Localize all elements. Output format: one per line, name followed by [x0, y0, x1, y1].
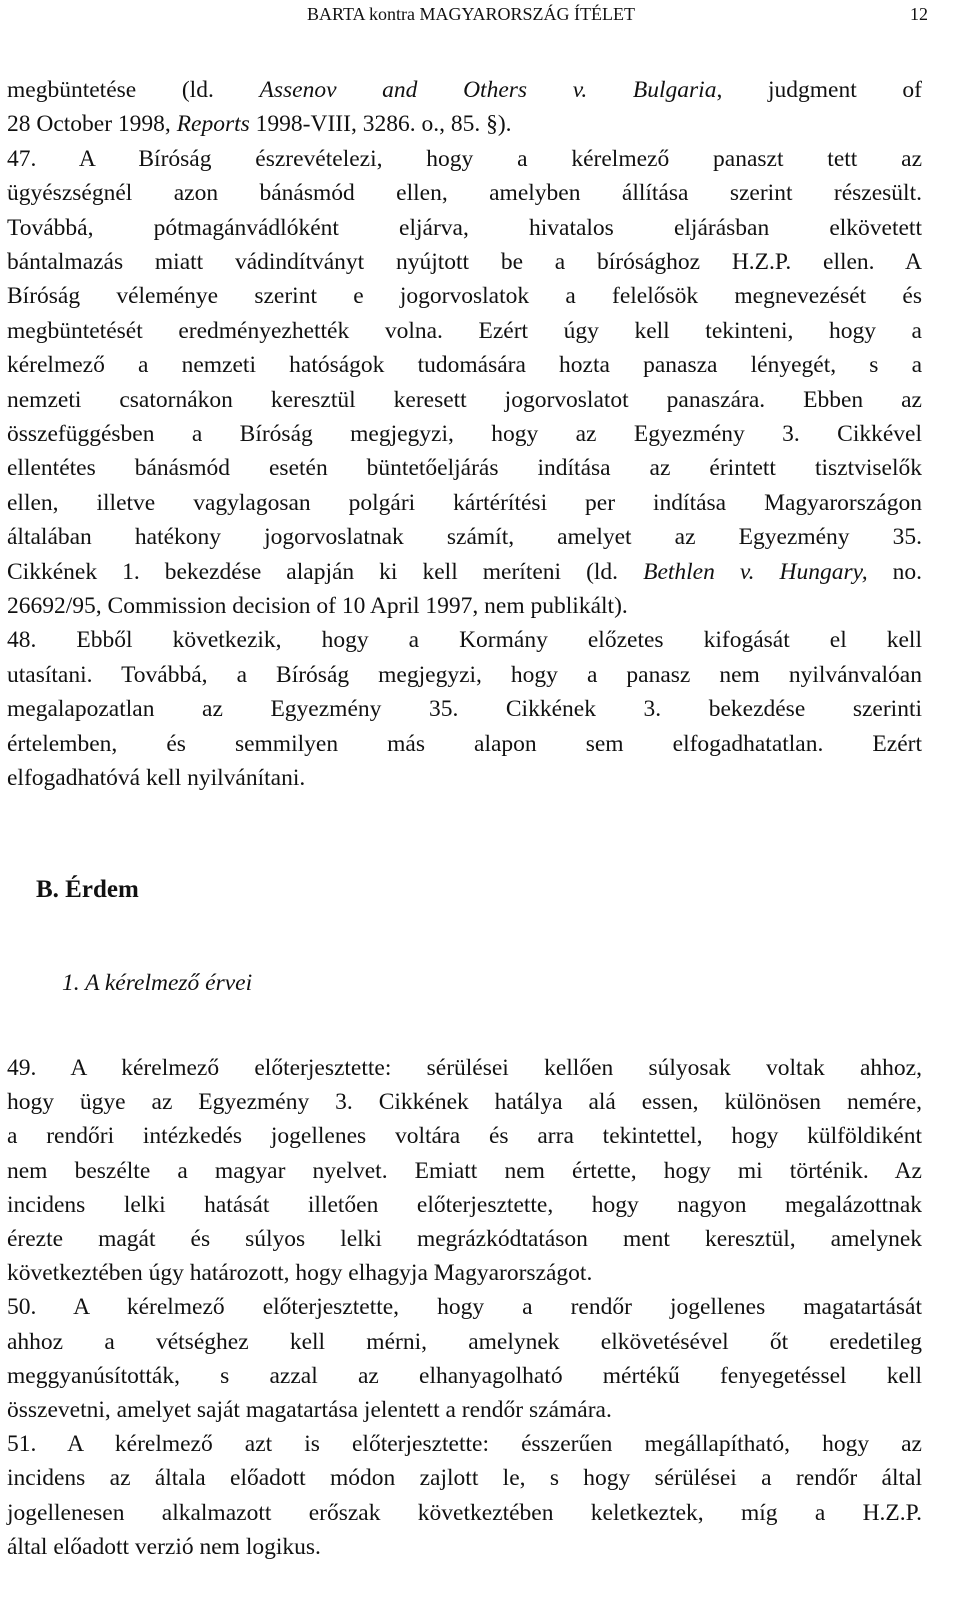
text-segment: a rendőri intézkedés jogellenes voltára és arra tekintettel, hogy külföldiként — [7, 1123, 922, 1150]
text-segment: nem beszélte a magyar nyelvet. Emiatt nem értette, hogy mi történik. Az — [7, 1157, 922, 1184]
text-line — [7, 420, 922, 448]
subsection-heading: 1. A kérelmező érvei — [62, 970, 253, 996]
text-line — [7, 1362, 922, 1390]
text-segment: ellen, illetve vagylagosan polgári kártérítési per indítása Magyarországon — [7, 489, 922, 516]
text-line — [7, 1396, 922, 1424]
text-segment: hogy ügye az Egyezmény 3. Cikkének hatálya alá essen, különösen nemére, — [7, 1089, 922, 1116]
text-segment: meggyanúsították, s azzal az elhanyagolható mértékű fenyegetéssel kell — [7, 1362, 922, 1389]
page-number: 12 — [910, 4, 928, 24]
text-segment: által előadott verzió nem logikus. — [7, 1533, 321, 1560]
text-line — [7, 386, 922, 414]
text-segment: 28 October 1998, — [7, 111, 177, 138]
text-line — [7, 1293, 922, 1321]
text-segment: megbüntetését eredményezhették volna. Ezért úgy kell tekinteni, hogy a — [7, 317, 922, 344]
text-line — [7, 1054, 922, 1082]
text-line — [7, 1191, 922, 1219]
text-line — [7, 351, 922, 379]
text-line — [7, 592, 922, 620]
text-line — [7, 214, 922, 242]
text-segment: összefüggésben a Bíróság megjegyzi, hogy az Egyezmény 3. Cikkével — [7, 421, 922, 447]
text-segment: 49. A kérelmező előterjesztette: sérülései kellően súlyosak voltak ahhoz, — [7, 1055, 922, 1081]
italic-citation: Reports — [176, 111, 250, 138]
text-line — [7, 730, 922, 758]
text-line — [7, 695, 922, 723]
text-segment: értelemben, és semmilyen más alapon sem elfogadhatatlan. Ezért — [7, 730, 922, 757]
italic-citation: Bethlen v. Hungary, — [643, 558, 868, 585]
text-line — [7, 489, 922, 517]
text-segment: ahhoz a vétséghez kell mérni, amelynek elkövetésével őt eredetileg — [7, 1328, 922, 1355]
text-line — [7, 626, 922, 654]
text-segment: érezte magát és súlyos lelki megrázkódtatáson ment keresztül, amelynek — [7, 1226, 922, 1252]
text-segment: 48. Ebből következik, hogy a Kormány előzetes kifogását el kell — [7, 627, 922, 654]
running-header — [14, 4, 928, 28]
text-segment: összevetni, amelyet saját magatartása jelentett a rendőr számára. — [7, 1397, 612, 1423]
text-segment: 1998-VIII, 3286. o., 85. §). — [249, 111, 512, 138]
text-line — [7, 282, 922, 310]
text-line — [7, 1499, 922, 1527]
text-segment: elfogadhatóvá kell nyilvánítani. — [7, 765, 306, 791]
text-line — [7, 76, 922, 104]
text-segment: Bíróság véleménye szerint e jogorvoslatok a felelősök megnevezését és — [7, 283, 922, 310]
text-line — [7, 1430, 922, 1458]
text-segment: nemzeti csatornákon keresztül keresett jogorvoslatot panaszára. Ebben az — [7, 386, 922, 413]
text-line — [7, 179, 922, 207]
text-segment: jogellenesen alkalmazott erőszak következtében keletkeztek, míg a H.Z.P. — [7, 1499, 922, 1526]
text-line — [7, 1225, 922, 1253]
text-segment: 51. A kérelmező azt is előterjesztette: ésszerűen megállapítható, hogy az — [7, 1431, 922, 1458]
text-line — [7, 1464, 922, 1492]
text-segment: Továbbá, pótmagánvádlóként eljárva, hivatalos eljárásban elkövetett — [7, 214, 922, 241]
text-line — [7, 1259, 922, 1287]
text-line — [7, 764, 922, 792]
text-line — [7, 1157, 922, 1185]
text-line — [7, 110, 922, 138]
text-segment: no. — [867, 558, 923, 585]
text-line — [7, 1328, 922, 1356]
text-line — [7, 523, 922, 551]
text-line — [7, 1533, 922, 1561]
text-segment: következtében úgy határozott, hogy elhagyja Magyarországot. — [7, 1260, 593, 1287]
text-segment: megalapozatlan az Egyezmény 35. Cikkének 3. bekezdése szerinti — [7, 696, 922, 723]
text-segment: incidens az általa előadott módon zajlott le, s hogy sérülései a rendőr által — [7, 1465, 922, 1492]
text-segment: kérelmező a nemzeti hatóságok tudomására hozta panasza lényegét, s a — [7, 352, 922, 379]
text-segment: ügyészségnél azon bánásmód ellen, amelyben állítása szerint részesült. — [7, 180, 922, 207]
text-segment: Cikkének 1. bekezdése alapján ki kell meríteni (ld. — [7, 558, 644, 585]
text-line — [7, 1122, 922, 1150]
text-line — [7, 145, 922, 173]
text-line — [7, 454, 922, 482]
text-line — [7, 1088, 922, 1116]
text-segment: incidens lelki hatását illetően előterjesztette, hogy nagyon megalázottnak — [7, 1191, 922, 1218]
italic-citation: Assenov and Others v. Bulgaria — [259, 77, 717, 103]
text-segment: , judgment of — [716, 77, 922, 103]
text-segment: 26692/95, Commission decision of 10 April 1997, nem publikált). — [7, 593, 628, 619]
text-line — [7, 661, 922, 689]
running-title: BARTA kontra MAGYARORSZÁG ÍTÉLET — [307, 4, 635, 24]
text-line — [7, 558, 922, 586]
section-heading: B. Érdem — [36, 876, 139, 903]
text-line — [7, 317, 922, 345]
text-line — [7, 248, 922, 276]
text-segment: 47. A Bíróság észrevételezi, hogy a kérelmező panaszt tett az — [7, 145, 922, 172]
text-segment: ellentétes bánásmód esetén büntetőeljárás indítása az érintett tisztviselők — [7, 455, 922, 482]
text-segment: utasítani. Továbbá, a Bíróság megjegyzi, hogy a panasz nem nyilvánvalóan — [7, 661, 922, 688]
text-segment: megbüntetése (ld. — [7, 77, 260, 103]
text-segment: 50. A kérelmező előterjesztette, hogy a rendőr jogellenes magatartását — [7, 1294, 922, 1321]
text-segment: általában hatékony jogorvoslatnak számít, amelyet az Egyezmény 35. — [7, 524, 922, 551]
text-segment: bántalmazás miatt vádindítványt nyújtott be a bírósághoz H.Z.P. ellen. A — [7, 249, 922, 275]
